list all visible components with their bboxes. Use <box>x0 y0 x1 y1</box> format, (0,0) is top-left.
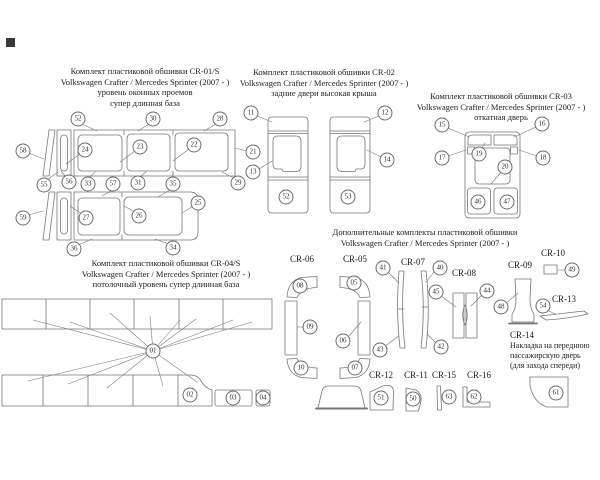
additional-title-line-1: Дополнительные комплекты пластиковой обшивки <box>332 227 518 237</box>
cr02-title-line-2: Volkswagen Crafter / Mercedes Sprinter (2007 - ) <box>239 77 409 88</box>
cr14-note-line-3: (для захода спереди) <box>510 361 581 370</box>
callout-41: 41 <box>376 261 391 276</box>
callout-40: 40 <box>433 261 448 276</box>
cr03-title-line-1: Комплект пластиковой обшивки CR-03 <box>430 91 572 101</box>
callout-59: 59 <box>16 211 31 226</box>
cr13-label: CR-13 <box>551 294 577 304</box>
callout-52: 52 <box>71 112 86 127</box>
callout-42: 42 <box>434 340 449 355</box>
callout-49: 49 <box>565 263 580 278</box>
cr03-title-line-2: Volkswagen Crafter / Mercedes Sprinter (2007 - ) <box>416 101 586 112</box>
callout-25: 25 <box>191 196 206 211</box>
cr01-bottom-strip-drawing <box>28 190 198 245</box>
additional-title-line-2: Volkswagen Crafter / Mercedes Sprinter (2007 - ) <box>340 237 510 248</box>
callout-15: 15 <box>435 118 450 133</box>
callout-12: 12 <box>378 106 393 121</box>
callout-01: 01 <box>146 344 161 359</box>
cr16-label: CR-16 <box>466 370 492 380</box>
callout-53: 53 <box>341 190 356 205</box>
callout-62: 62 <box>467 390 482 405</box>
cr07-label: CR-07 <box>400 257 426 267</box>
callout-34: 34 <box>166 241 181 256</box>
cr01-header <box>30 66 260 108</box>
callout-02: 02 <box>183 388 198 403</box>
callout-52b: 52 <box>279 190 294 205</box>
callout-17: 17 <box>435 151 450 166</box>
cr04-title-line-2: Volkswagen Crafter / Mercedes Sprinter (2007 - ) <box>81 268 251 279</box>
cr14-note-line-2: пассажирскую дверь <box>510 351 581 360</box>
callout-08: 08 <box>293 279 308 294</box>
cr08-drawing <box>441 293 482 338</box>
cr02-title-line-1: Комплект пластиковой обшивки CR-02 <box>253 67 395 77</box>
callout-05: 05 <box>347 276 362 291</box>
cr11-label: CR-11 <box>404 370 428 380</box>
callout-50: 50 <box>406 392 421 407</box>
callout-24: 24 <box>78 143 93 158</box>
cr08-label: CR-08 <box>451 268 477 278</box>
callout-63: 63 <box>442 390 457 405</box>
callout-54: 54 <box>536 299 551 314</box>
callout-55: 55 <box>37 178 52 193</box>
callout-51: 51 <box>374 391 389 406</box>
cr14-note <box>510 330 590 371</box>
callout-13: 13 <box>246 165 261 180</box>
cr01-title-line-3: уровень оконных проемов <box>97 87 193 97</box>
callout-43: 43 <box>373 343 388 358</box>
callout-31: 31 <box>131 176 146 191</box>
callout-61: 61 <box>549 386 564 401</box>
callout-36: 36 <box>67 242 82 257</box>
callout-26: 26 <box>132 209 147 224</box>
callout-48: 48 <box>494 300 509 315</box>
callout-10: 10 <box>294 361 309 376</box>
cr14-note-line-1: Накладка на переднюю <box>510 341 590 350</box>
cr06-label: CR-06 <box>289 254 315 264</box>
callout-14: 14 <box>380 153 395 168</box>
callout-57: 57 <box>106 177 121 192</box>
cr03-door-drawing <box>448 127 537 218</box>
cr03-title-line-3: откатная дверь <box>474 112 528 122</box>
cr03-header <box>408 91 594 123</box>
cr10-label: CR-10 <box>540 248 566 258</box>
cr01-title-line-4: супер длинная база <box>110 97 180 108</box>
callout-09: 09 <box>303 320 318 335</box>
callout-33: 33 <box>81 177 96 192</box>
cr02-doors-drawing <box>257 116 381 213</box>
cr02-title-line-3: задние двери высокая крыша <box>271 88 377 98</box>
cr09-drawing <box>506 279 537 324</box>
callout-11: 11 <box>244 106 259 121</box>
callout-21: 21 <box>246 145 261 160</box>
callout-19: 19 <box>472 147 487 162</box>
callout-04: 04 <box>256 391 271 406</box>
cr10-drawing <box>544 265 566 274</box>
callout-44: 44 <box>480 284 495 299</box>
callout-58: 58 <box>16 144 31 159</box>
callout-27: 27 <box>79 211 94 226</box>
callout-28: 28 <box>213 112 228 127</box>
cr09-label: CR-09 <box>507 260 533 270</box>
cr02-header <box>228 67 420 99</box>
callout-07: 07 <box>348 361 363 376</box>
callout-18: 18 <box>536 151 551 166</box>
cr01-title-line-2: Volkswagen Crafter / Mercedes Sprinter (2007 - ) <box>60 76 230 87</box>
callout-56: 56 <box>62 175 77 190</box>
callout-45: 45 <box>429 285 444 300</box>
callout-20: 20 <box>498 160 513 175</box>
callout-29: 29 <box>231 176 246 191</box>
cr07-pillar-strips-drawing <box>385 271 436 348</box>
callout-03: 03 <box>226 391 241 406</box>
cr01-title-line-1: Комплект пластиковой обшивки CR-01/S <box>70 66 220 76</box>
callout-35: 35 <box>166 177 181 192</box>
cr05-label: CR-05 <box>342 254 368 264</box>
cr04-header <box>57 258 275 290</box>
additional-kits-header <box>322 227 528 248</box>
callout-46: 46 <box>471 195 486 210</box>
dome-trim-drawing <box>316 386 367 409</box>
callout-22: 22 <box>187 138 202 153</box>
callout-47: 47 <box>500 195 515 210</box>
callout-23: 23 <box>133 140 148 155</box>
callout-30: 30 <box>146 112 161 127</box>
callout-06: 06 <box>336 334 351 349</box>
cr14-label: CR-14 <box>510 330 535 340</box>
callout-16: 16 <box>535 117 550 132</box>
cr04-title-line-1: Комплект пластиковой обшивки CR-04/S <box>91 258 241 268</box>
cr12-label: CR-12 <box>368 370 394 380</box>
cr04-title-line-3: потолочный уровень супер длинная база <box>92 279 240 289</box>
cr15-label: CR-15 <box>431 370 457 380</box>
